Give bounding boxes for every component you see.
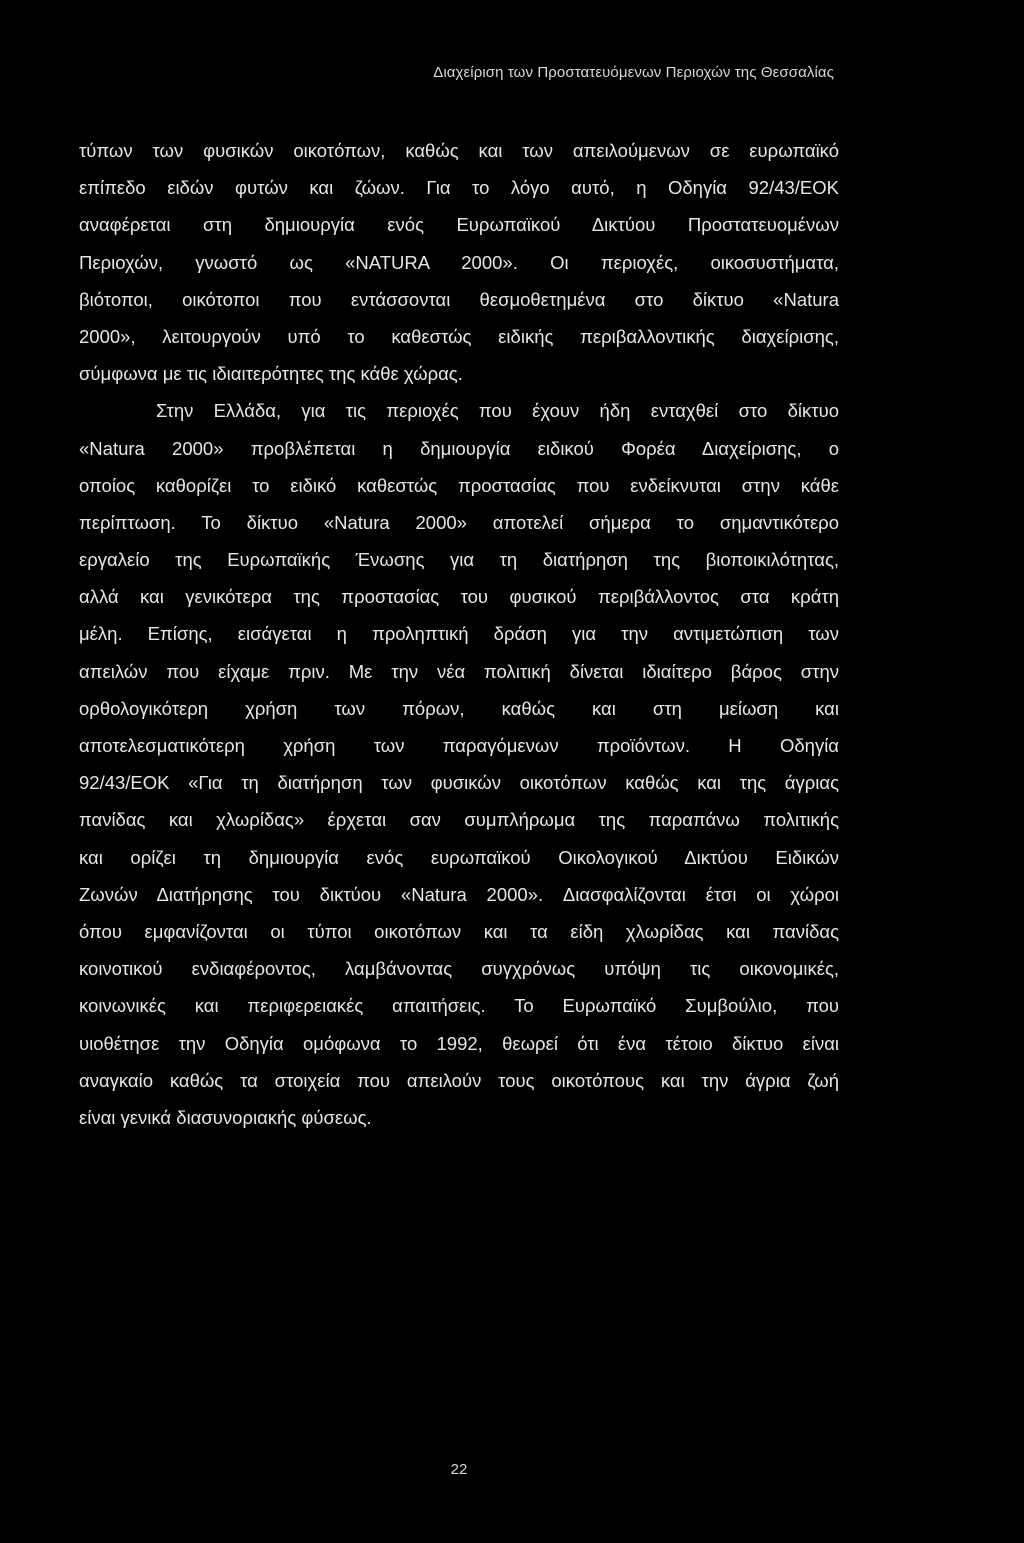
text-line: βιότοποι, οικότοποι που εντάσσονται θεσμοθετημένα στο δίκτυο «Natura	[79, 288, 839, 310]
text-line: εργαλείο της Ευρωπαϊκής Ένωσης για τη διατήρηση της βιοποικιλότητας,	[79, 549, 839, 571]
text-line: επίπεδο ειδών φυτών και ζώων. Για το λόγο αυτό, η Οδηγία 92/43/ΕΟΚ	[79, 177, 839, 199]
text-line: κοινωνικές και περιφερειακές απαιτήσεις. Το Ευρωπαϊκό Συμβούλιο, που	[79, 995, 839, 1017]
paragraph-2	[79, 392, 839, 1136]
page-number: 22	[450, 1461, 468, 1478]
text-line: ορθολογικότερη χρήση των πόρων, καθώς και στη μείωση και	[79, 697, 839, 719]
text-line: κοινοτικού ενδιαφέροντος, λαμβάνοντας συγχρόνως υπόψη τις οικονομικές,	[79, 958, 839, 980]
text-line: αποτελεσματικότερη χρήση των παραγόμενων προϊόντων. Η Οδηγία	[79, 735, 839, 756]
text-line: Ζωνών Διατήρησης του δικτύου «Natura 2000». Διασφαλίζονται έτσι οι χώροι	[79, 883, 839, 905]
text-line: Περιοχών, γνωστό ως «NATURA 2000». Οι περιοχές, οικοσυστήματα,	[79, 251, 839, 273]
text-line: όπου εμφανίζονται οι τύποι οικοτόπων και τα είδη χλωρίδας και πανίδας	[79, 920, 839, 942]
text-line: 2000», λειτουργούν υπό το καθεστώς ειδικής περιβαλλοντικής διαχείρισης,	[79, 325, 839, 347]
text-line: και ορίζει τη δημιουργία ενός ευρωπαϊκού Οικολογικού Δικτύου Ειδικών	[79, 846, 839, 868]
text-line: αναγκαίο καθώς τα στοιχεία που απειλούν τους οικοτόπους και την άγρια ζωή	[79, 1069, 839, 1091]
text-line: σύμφωνα με τις ιδιαιτερότητες της κάθε χώρας.	[79, 363, 463, 385]
text-line: αλλά και γενικότερα της προστασίας του φυσικού περιβάλλοντος στα κράτη	[79, 586, 839, 608]
body-text	[79, 132, 839, 1136]
text-line: μέλη. Επίσης, εισάγεται η προληπτική δράση για την αντιμετώπιση των	[79, 623, 839, 645]
running-header: Διαχείριση των Προστατευόμενων Περιοχών της Θεσσαλίας	[433, 64, 834, 81]
text-line: απειλών που είχαμε πριν. Με την νέα πολιτική δίνεται ιδιαίτερο βάρος στην	[79, 660, 839, 682]
text-line: «Natura 2000» προβλέπεται η δημιουργία ειδικού Φορέα Διαχείρισης, ο	[79, 437, 839, 459]
paragraph-1	[79, 132, 839, 392]
text-line: τύπων των φυσικών οικοτόπων, καθώς και των απειλούμενων σε ευρωπαϊκό	[79, 140, 839, 161]
text-line: περίπτωση. Το δίκτυο «Natura 2000» αποτελεί σήμερα το σημαντικότερο	[79, 511, 839, 533]
text-line: υιοθέτησε την Οδηγία ομόφωνα το 1992, θεωρεί ότι ένα τέτοιο δίκτυο είναι	[79, 1032, 839, 1054]
text-line: οποίος καθορίζει το ειδικό καθεστώς προστασίας που ενδείκνυται στην κάθε	[79, 474, 839, 496]
text-line: πανίδας και χλωρίδας» έρχεται σαν συμπλήρωμα της παραπάνω πολιτικής	[79, 809, 839, 831]
text-line: Στην Ελλάδα, για τις περιοχές που έχουν ήδη ενταχθεί στο δίκτυο	[156, 400, 839, 422]
text-line: 92/43/ΕΟΚ «Για τη διατήρηση των φυσικών οικοτόπων καθώς και της άγριας	[79, 772, 839, 794]
text-line: αναφέρεται στη δημιουργία ενός Ευρωπαϊκού Δικτύου Προστατευομένων	[79, 214, 839, 236]
text-line: είναι γενικά διασυνοριακής φύσεως.	[79, 1106, 372, 1128]
